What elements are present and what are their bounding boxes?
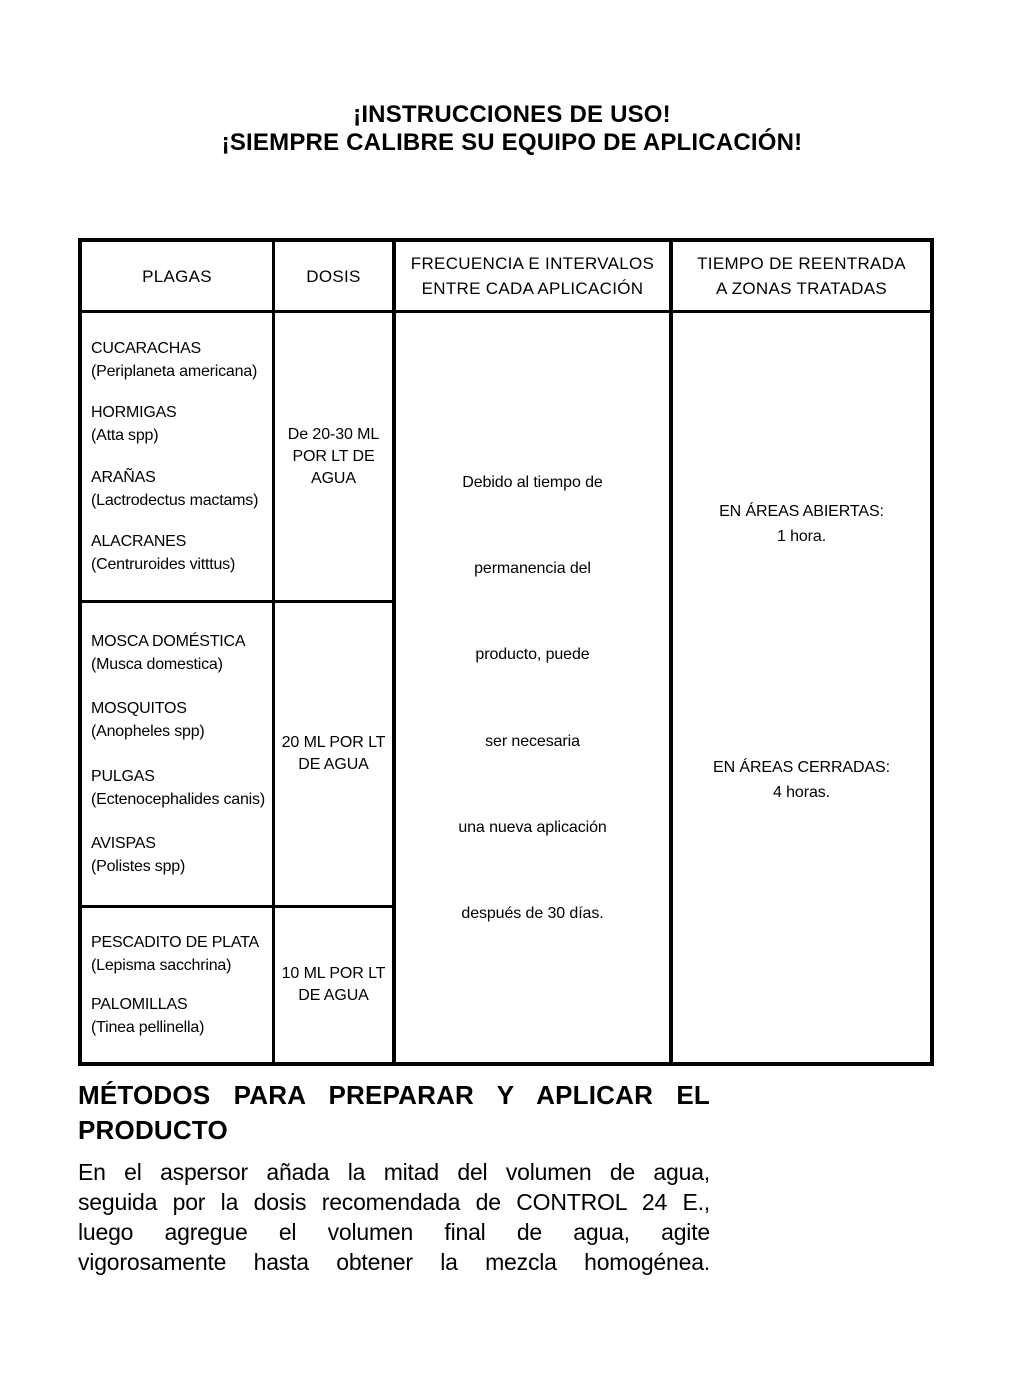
page-title [0, 101, 1024, 157]
pests-cell-row3 [82, 908, 275, 1062]
pest-latin-name: (Lepisma sacchrina) [91, 956, 232, 974]
pest-latin-name: (Polistes spp) [91, 857, 186, 875]
pest-group [91, 401, 270, 447]
usage-table [78, 238, 934, 1066]
reentry-closed-areas [713, 755, 890, 805]
reentry-cell [673, 313, 930, 1062]
pest-name: ARAÑAS [91, 468, 156, 486]
frequency-line: una nueva aplicación [458, 818, 607, 836]
header-frecuencia [396, 242, 673, 313]
header-frecuencia-line2: ENTRE CADA APLICACIÓN [421, 279, 644, 298]
page-title-line2: ¡SIEMPRE CALIBRE SU EQUIPO DE APLICACIÓN! [221, 129, 803, 156]
dose-cell-row3 [275, 908, 396, 1062]
pest-latin-name: (Anopheles spp) [91, 723, 205, 741]
pest-group [91, 832, 270, 878]
pest-latin-name: (Lactrodectus mactams) [91, 491, 259, 509]
reentry-open-areas [719, 499, 884, 549]
pest-latin-name: (Tinea pellinella) [91, 1019, 205, 1037]
dose-cell-row1 [275, 313, 396, 603]
header-reentrada-line2: A ZONAS TRATADAS [715, 279, 888, 298]
pest-latin-name: (Musca domestica) [91, 656, 223, 674]
reentry-zone-label: EN ÁREAS ABIERTAS: [719, 503, 884, 520]
methods-paragraph [78, 1157, 710, 1277]
page-title-line1: ¡INSTRUCCIONES DE USO! [353, 101, 671, 128]
paragraph-line: seguida por la dosis recomendada de CONTROL 24 E., [78, 1189, 710, 1215]
dose-line: DE AGUA [298, 987, 369, 1004]
header-dosis-label: DOSIS [306, 266, 361, 286]
pest-name: PESCADITO DE PLATA [91, 933, 260, 951]
reentry-time-value: 1 hora. [776, 528, 827, 545]
pest-name: MOSQUITOS [91, 700, 187, 718]
pest-name: ALACRANES [91, 532, 187, 550]
pest-latin-name: (Ectenocephalides canis) [91, 790, 265, 808]
pest-group [91, 765, 270, 811]
header-plagas [82, 242, 275, 313]
pest-latin-name: (Atta spp) [91, 427, 159, 445]
pest-group [91, 466, 270, 512]
header-plagas-label: PLAGAS [142, 266, 212, 286]
methods-heading-line1: MÉTODOS PARA PREPARAR Y APLICAR EL [78, 1080, 710, 1110]
pest-name: HORMIGAS [91, 404, 177, 422]
reentry-zone-label: EN ÁREAS CERRADAS: [713, 759, 890, 776]
dose-line: De 20-30 ML [287, 425, 380, 443]
methods-section [78, 1078, 710, 1277]
pest-group [91, 993, 270, 1039]
methods-heading [78, 1078, 710, 1148]
dose-line: DE AGUA [298, 756, 369, 773]
pests-cell-row1 [82, 313, 275, 603]
frequency-line: permanencia del [474, 560, 591, 578]
pest-name: CUCARACHAS [91, 340, 202, 358]
paragraph-line: luego agregue el volumen final de agua, agite [78, 1219, 710, 1245]
paragraph-line: En el aspersor añada la mitad del volumen de agua, [78, 1159, 710, 1185]
pest-group [91, 931, 270, 977]
reentry-time-value: 4 horas. [772, 784, 830, 801]
dose-line: AGUA [311, 469, 356, 487]
dose-line: 10 ML POR LT [281, 965, 386, 982]
pest-group [91, 697, 270, 743]
frequency-cell [396, 313, 673, 1062]
pest-group [91, 530, 270, 576]
header-frecuencia-line1: FRECUENCIA E INTERVALOS [410, 254, 655, 273]
header-dosis [275, 242, 396, 313]
dose-cell-row2 [275, 603, 396, 908]
pest-name: PALOMILLAS [91, 996, 188, 1014]
header-reentrada-line1: TIEMPO DE REENTRADA [697, 254, 906, 273]
frequency-line: después de 30 días. [461, 904, 604, 922]
paragraph-line: vigorosamente hasta obtener la mezcla homogénea. [78, 1249, 710, 1275]
header-reentrada [673, 242, 930, 313]
dose-line: POR LT DE [292, 447, 375, 465]
pest-name: MOSCA DOMÉSTICA [91, 633, 246, 651]
frequency-line: Debido al tiempo de [462, 474, 603, 491]
frequency-line: ser necesaria [485, 732, 580, 750]
dose-line: 20 ML POR LT [281, 734, 386, 751]
pest-latin-name: (Periplaneta americana) [91, 363, 258, 381]
pests-cell-row2 [82, 603, 275, 908]
pest-name: PULGAS [91, 767, 155, 785]
pest-group [91, 337, 270, 383]
pest-group [91, 630, 270, 676]
pest-latin-name: (Centruroides vitttus) [91, 555, 236, 573]
methods-heading-line2: PRODUCTO [78, 1115, 228, 1145]
pest-name: AVISPAS [91, 834, 156, 852]
frequency-line: producto, puede [475, 646, 590, 664]
